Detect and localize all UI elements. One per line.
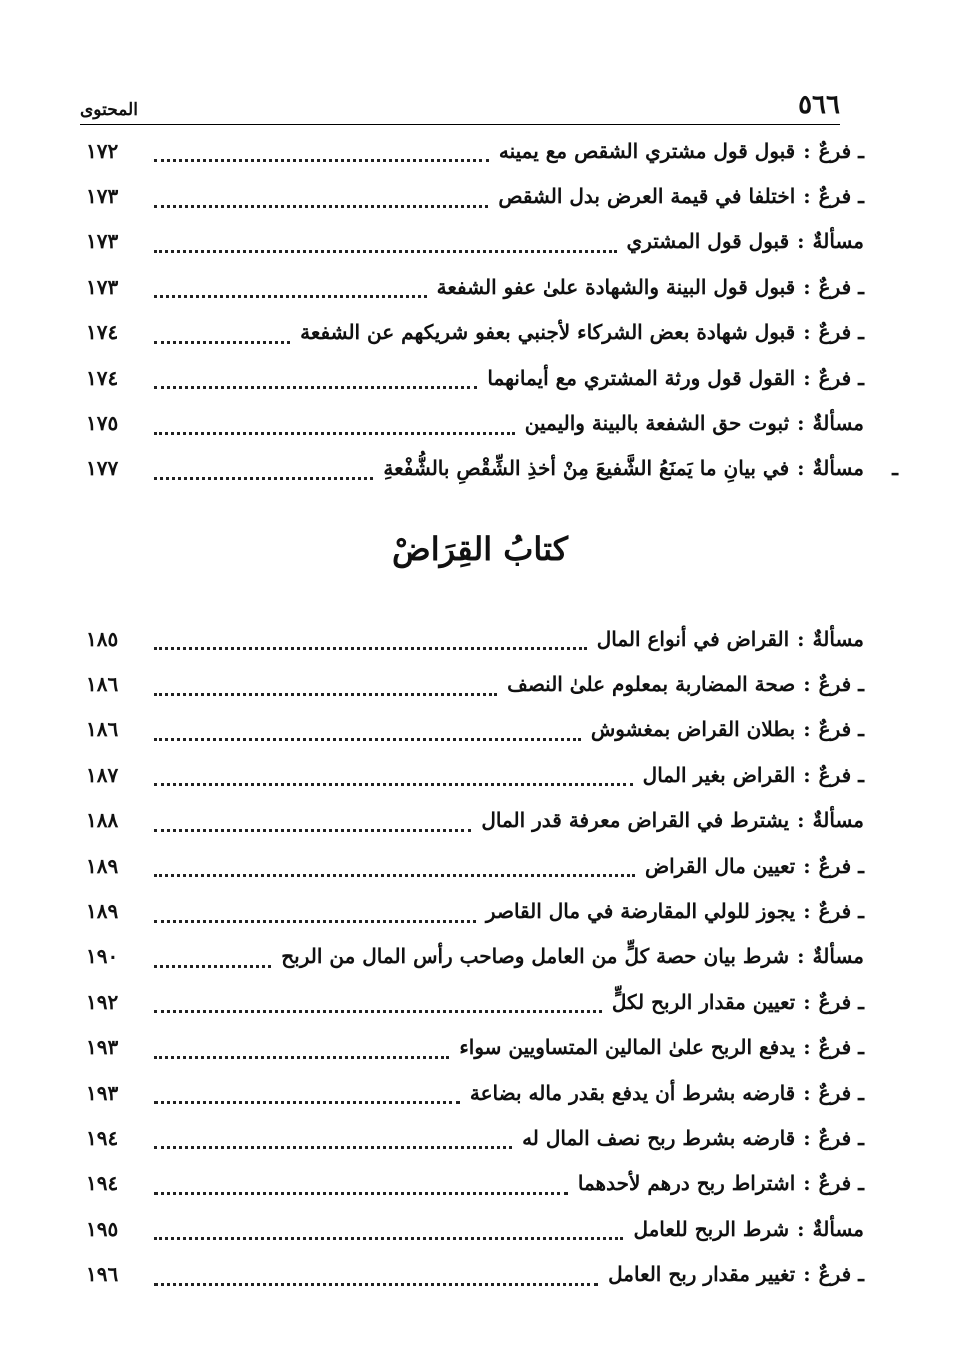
- entry-page-number: ١٨٥: [86, 626, 119, 651]
- toc-list-bottom: [86, 616, 864, 1297]
- entry-marker: مسألةٌ: [812, 456, 864, 481]
- entry-marker: ـ فرعٌ: [818, 1171, 864, 1196]
- dot-leader: [154, 408, 515, 435]
- entry-separator: :: [797, 1216, 805, 1241]
- entry-title: قبول قول البينة والشهادة علىٰ عفو الشفعة: [436, 274, 796, 299]
- toc-entry: [86, 661, 864, 706]
- toc-entry: [86, 173, 864, 218]
- toc-entry: [86, 1070, 864, 1115]
- entry-marker: مسألةٌ: [812, 808, 864, 833]
- entry-marker: مسألةٌ: [812, 1216, 864, 1241]
- toc-entry: [86, 752, 864, 797]
- toc-entry: [86, 128, 864, 173]
- entry-page-number: ١٨٦: [86, 672, 119, 697]
- toc-entry: [86, 355, 864, 400]
- toc-entry: [86, 707, 864, 752]
- entry-title: القراض في أنواع المال: [596, 626, 790, 651]
- entry-separator: :: [803, 138, 811, 163]
- entry-separator: :: [797, 626, 805, 651]
- toc-entry: [86, 1206, 864, 1251]
- entry-title: القراض بغير المال: [642, 762, 796, 787]
- entry-title: قبول شهادة بعض الشركاء لأجنبي بعفو شريكهم عن الشفعة: [300, 320, 796, 345]
- entry-marker: ـ فرعٌ: [818, 138, 864, 163]
- entry-separator: :: [803, 717, 811, 742]
- entry-separator: :: [803, 989, 811, 1014]
- entry-separator: :: [797, 456, 805, 481]
- side-dash: ـ: [892, 455, 898, 480]
- entry-separator: :: [797, 411, 805, 436]
- entry-title: بطلان القراض بمغشوش: [590, 717, 796, 742]
- toc-entry: [86, 400, 864, 445]
- entry-page-number: ١٨٩: [86, 899, 119, 924]
- entry-separator: :: [803, 899, 811, 924]
- entry-page-number: ١٧٣: [86, 274, 119, 299]
- toc-entry: [86, 616, 864, 661]
- entry-page-number: ١٨٦: [86, 717, 119, 742]
- entry-title: تعيين مال القراض: [644, 853, 796, 878]
- toc-entry: [86, 1115, 864, 1160]
- dot-leader: [154, 271, 427, 298]
- running-header: [80, 82, 840, 120]
- entry-marker: ـ فرعٌ: [818, 853, 864, 878]
- entry-marker: ـ فرعٌ: [818, 989, 864, 1014]
- entry-page-number: ١٨٩: [86, 853, 119, 878]
- entry-separator: :: [803, 1035, 811, 1060]
- entry-title: في بيانِ ما يَمنَعُ الشَّفيعَ مِنْ أخذِ الشِّقْصِ بالشُّفْعةِ: [383, 456, 790, 481]
- entry-separator: :: [797, 229, 805, 254]
- dot-leader: [154, 226, 617, 253]
- entry-title: شرط بيان حصة كلٍّ من العامل وصاحب رأس المال من الربح: [281, 944, 790, 969]
- entry-separator: :: [803, 365, 811, 390]
- dot-leader: [154, 181, 488, 208]
- toc-entry: [86, 310, 864, 355]
- entry-marker: ـ فرعٌ: [818, 365, 864, 390]
- entry-title: شرط الربح للعامل: [633, 1216, 790, 1241]
- page-number: ٥٦٦: [798, 90, 840, 120]
- entry-page-number: ١٩٠: [86, 944, 119, 969]
- dot-leader: [154, 714, 581, 741]
- entry-title: تغيير مقدار ربح العامل: [608, 1262, 796, 1287]
- dot-leader: [154, 362, 477, 389]
- entry-marker: ـ فرعٌ: [818, 1125, 864, 1150]
- entry-title: ثبوت حق الشفعة بالبينة واليمين: [524, 411, 790, 436]
- entry-page-number: ١٩٣: [86, 1080, 119, 1105]
- dot-leader: [154, 623, 587, 650]
- entry-title: اشتراط ربح درهم لأحدهما: [577, 1171, 796, 1196]
- entry-page-number: ١٧٧: [86, 456, 119, 481]
- entry-marker: ـ فرعٌ: [818, 717, 864, 742]
- entry-title: اختلفا في قيمة العرض بدل الشقص: [498, 184, 796, 209]
- entry-page-number: ١٧٤: [86, 365, 119, 390]
- dot-leader: [154, 759, 633, 786]
- entry-title: يجوز للولي المقارضة في مال القاصر: [485, 899, 796, 924]
- dot-leader: [154, 317, 290, 344]
- entry-title: صحة المضاربة بمعلوم علىٰ النصف: [507, 672, 796, 697]
- dot-leader: [154, 453, 373, 480]
- dot-leader: [154, 669, 497, 696]
- entry-separator: :: [803, 1262, 811, 1287]
- entry-separator: :: [803, 320, 811, 345]
- entry-page-number: ١٨٧: [86, 762, 119, 787]
- entry-marker: ـ فرعٌ: [818, 672, 864, 697]
- entry-title: قارضه بشرط ربح نصف المال له: [522, 1125, 796, 1150]
- entry-page-number: ١٩٦: [86, 1262, 119, 1287]
- entry-marker: ـ فرعٌ: [818, 1262, 864, 1287]
- entry-marker: ـ فرعٌ: [818, 1035, 864, 1060]
- toc-entry: [86, 1025, 864, 1070]
- toc-entry: [86, 934, 864, 979]
- toc-entry: [86, 979, 864, 1024]
- entry-separator: :: [797, 944, 805, 969]
- entry-separator: :: [803, 1125, 811, 1150]
- dot-leader: [154, 1213, 623, 1240]
- entry-marker: مسألةٌ: [812, 411, 864, 436]
- toc-entry: [86, 888, 864, 933]
- dot-leader: [154, 1168, 568, 1195]
- entry-marker: ـ فرعٌ: [818, 184, 864, 209]
- header-rule: [80, 124, 840, 125]
- toc-entry: [86, 219, 864, 264]
- entry-page-number: ١٨٨: [86, 808, 119, 833]
- dot-leader: [154, 135, 489, 162]
- entry-separator: :: [803, 184, 811, 209]
- entry-page-number: ١٩٥: [86, 1216, 119, 1241]
- dot-leader: [154, 805, 471, 832]
- entry-marker: ـ فرعٌ: [818, 899, 864, 924]
- entry-marker: مسألةٌ: [812, 229, 864, 254]
- dot-leader: [154, 896, 476, 923]
- toc-entry: [86, 798, 864, 843]
- entry-page-number: ١٩٣: [86, 1035, 119, 1060]
- dot-leader: [154, 1122, 512, 1149]
- entry-marker: ـ فرعٌ: [818, 1080, 864, 1105]
- entry-title: قبول قول المشتري: [626, 229, 790, 254]
- entry-separator: :: [803, 853, 811, 878]
- entry-page-number: ١٧٣: [86, 229, 119, 254]
- entry-page-number: ١٧٥: [86, 411, 119, 436]
- entry-separator: :: [803, 1171, 811, 1196]
- entry-marker: ـ فرعٌ: [818, 762, 864, 787]
- dot-leader: [154, 850, 635, 877]
- entry-marker: مسألةٌ: [812, 626, 864, 651]
- entry-marker: ـ فرعٌ: [818, 320, 864, 345]
- toc-entry: [86, 1161, 864, 1206]
- entry-separator: :: [803, 762, 811, 787]
- entry-page-number: ١٩٢: [86, 989, 119, 1014]
- entry-page-number: ١٩٤: [86, 1171, 119, 1196]
- entry-title: قارضه بشرط أن يدفع بقدر ماله بضاعة: [469, 1080, 796, 1105]
- entry-title: قبول قول مشتري الشقص مع يمينه: [498, 138, 796, 163]
- entry-separator: :: [803, 672, 811, 697]
- dot-leader: [154, 986, 602, 1013]
- toc-list-top: [86, 128, 898, 491]
- entry-separator: :: [803, 1080, 811, 1105]
- dot-leader: [154, 941, 271, 968]
- entry-page-number: ١٧٣: [86, 184, 119, 209]
- section-name: المحتوى: [80, 100, 138, 120]
- toc-entry: [86, 446, 898, 491]
- entry-separator: :: [803, 274, 811, 299]
- entry-marker: ـ فرعٌ: [818, 274, 864, 299]
- book-heading: كتابُ القِرَاضْ: [392, 530, 568, 568]
- entry-marker: مسألةٌ: [812, 944, 864, 969]
- dot-leader: [154, 1032, 449, 1059]
- entry-title: القول قول ورثة المشتري مع أيمانهما: [487, 365, 796, 390]
- toc-entry: [86, 843, 864, 888]
- dot-leader: [154, 1259, 598, 1286]
- entry-page-number: ١٧٤: [86, 320, 119, 345]
- entry-page-number: ١٩٤: [86, 1125, 119, 1150]
- entry-title: تعيين مقدار الربح لكلٍّ: [611, 989, 796, 1014]
- entry-separator: :: [797, 808, 805, 833]
- toc-entry: [86, 1251, 864, 1296]
- entry-page-number: ١٧٢: [86, 138, 119, 163]
- entry-title: يشترط في القراض معرفة قدر المال: [481, 808, 790, 833]
- toc-entry: [86, 264, 864, 309]
- dot-leader: [154, 1077, 460, 1104]
- entry-title: يدفع الربح علىٰ المالين المتساويين سواء: [459, 1035, 796, 1060]
